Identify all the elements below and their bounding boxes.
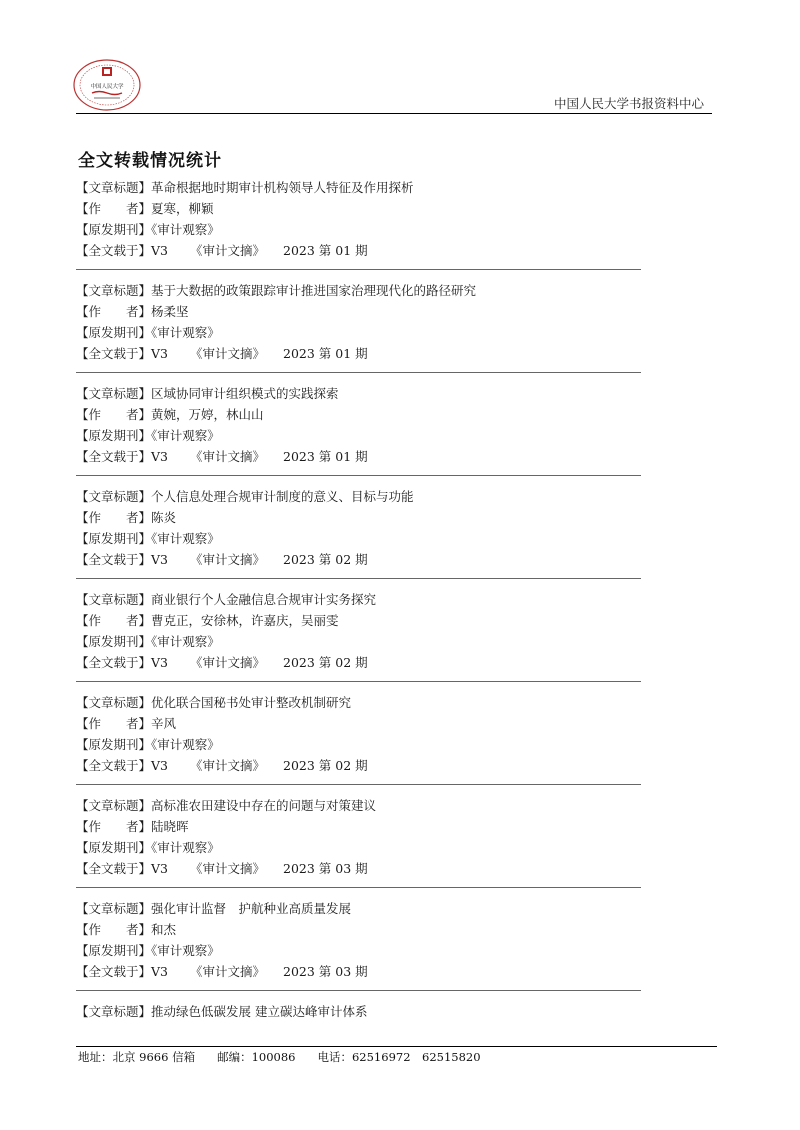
record-separator: [76, 887, 641, 888]
label-author: 【作 者】: [76, 716, 152, 731]
footer-postcode: 邮编：100086: [217, 1050, 296, 1064]
record-issue: 2023 第 03 期: [283, 964, 368, 979]
record-title: 革命根据地时期审计机构领导人特征及作用探析: [151, 180, 414, 195]
record-reprint-line: [76, 858, 646, 879]
record-journal: 《审计文摘》: [190, 964, 266, 979]
label-title: 【文章标题】: [76, 180, 152, 195]
record-reprint-line: [76, 549, 646, 570]
record-item: [76, 383, 646, 476]
record-issue: 2023 第 03 期: [283, 861, 368, 876]
record-code: V3: [151, 758, 168, 773]
record-title-line: [76, 898, 646, 919]
label-title: 【文章标题】: [76, 1004, 152, 1019]
label-reprint: 【全文载于】: [76, 243, 152, 258]
record-source: 《审计观察》: [151, 531, 220, 546]
logo-emblem: [72, 58, 142, 112]
record-separator: [76, 578, 641, 579]
record-source-line: [76, 425, 646, 446]
record-item: [76, 898, 646, 991]
label-author: 【作 者】: [76, 201, 152, 216]
label-title: 【文章标题】: [76, 489, 152, 504]
label-reprint: 【全文载于】: [76, 964, 152, 979]
record-source-line: [76, 322, 646, 343]
record-title: 商业银行个人金融信息合规审计实务探究: [151, 592, 377, 607]
header-org-name: 中国人民大学书报资料中心: [553, 96, 704, 111]
record-source-line: [76, 631, 646, 652]
record-source: 《审计观察》: [151, 634, 220, 649]
record-separator: [76, 784, 641, 785]
record-reprint-line: [76, 755, 646, 776]
label-source: 【原发期刊】: [76, 943, 152, 958]
record-source: 《审计观察》: [151, 325, 220, 340]
record-separator: [76, 372, 641, 373]
record-source: 《审计观察》: [151, 222, 220, 237]
record-title: 个人信息处理合规审计制度的意义、目标与功能: [151, 489, 414, 504]
footer-address: 地址：北京 9666 信箱: [78, 1050, 196, 1064]
record-source-line: [76, 734, 646, 755]
record-source: 《审计观察》: [151, 840, 220, 855]
record-separator: [76, 681, 641, 682]
record-authors: 杨柔坚: [151, 304, 189, 319]
record-issue: 2023 第 02 期: [283, 758, 368, 773]
label-source: 【原发期刊】: [76, 222, 152, 237]
record-author-line: [76, 713, 646, 734]
label-reprint: 【全文载于】: [76, 552, 152, 567]
record-source-line: [76, 528, 646, 549]
record-title: 优化联合国秘书处审计整改机制研究: [151, 695, 352, 710]
record-authors: 曹克正，安徐林，许嘉庆，吴丽雯: [151, 613, 339, 628]
footer-phone: 电话：62516972 62515820: [317, 1050, 481, 1064]
record-item: [76, 280, 646, 373]
record-separator: [76, 990, 641, 991]
label-title: 【文章标题】: [76, 695, 152, 710]
record-source-line: [76, 837, 646, 858]
record-source: 《审计观察》: [151, 943, 220, 958]
record-issue: 2023 第 01 期: [283, 243, 368, 258]
label-author: 【作 者】: [76, 819, 152, 834]
record-authors: 和杰: [151, 922, 177, 937]
record-issue: 2023 第 01 期: [283, 346, 368, 361]
record-author-line: [76, 301, 646, 322]
record-authors: 陆晓晖: [151, 819, 189, 834]
record-author-line: [76, 404, 646, 425]
record-item: [76, 795, 646, 888]
record-authors: 夏寒，柳颖: [151, 201, 214, 216]
record-reprint-line: [76, 961, 646, 982]
label-reprint: 【全文载于】: [76, 758, 152, 773]
record-title-line: [76, 795, 646, 816]
record-title-line: [76, 486, 646, 507]
record-author-line: [76, 610, 646, 631]
page-title: 全文转载情况统计: [78, 151, 222, 171]
label-source: 【原发期刊】: [76, 428, 152, 443]
record-journal: 《审计文摘》: [190, 552, 266, 567]
record-authors: 黄婉，万婷，林山山: [151, 407, 264, 422]
record-title-line: [76, 177, 646, 198]
label-source: 【原发期刊】: [76, 840, 152, 855]
label-title: 【文章标题】: [76, 592, 152, 607]
record-title-line: [76, 1001, 646, 1022]
record-journal: 《审计文摘》: [190, 243, 266, 258]
record-journal: 《审计文摘》: [190, 655, 266, 670]
record-item: [76, 177, 646, 270]
record-issue: 2023 第 02 期: [283, 655, 368, 670]
record-journal: 《审计文摘》: [190, 758, 266, 773]
record-item: [76, 692, 646, 785]
record-authors: 陈炎: [151, 510, 177, 525]
record-author-line: [76, 507, 646, 528]
record-list: [76, 177, 646, 1022]
record-code: V3: [151, 655, 168, 670]
record-issue: 2023 第 02 期: [283, 552, 368, 567]
header-divider: [76, 113, 712, 114]
record-code: V3: [151, 861, 168, 876]
record-separator: [76, 475, 641, 476]
record-reprint-line: [76, 652, 646, 673]
record-item: [76, 589, 646, 682]
label-author: 【作 者】: [76, 613, 152, 628]
record-last: [76, 1001, 646, 1022]
logo-text: 中国人民大学: [90, 84, 124, 90]
label-author: 【作 者】: [76, 304, 152, 319]
record-separator: [76, 269, 641, 270]
label-author: 【作 者】: [76, 407, 152, 422]
record-title-line: [76, 383, 646, 404]
footer-divider: [76, 1046, 717, 1047]
label-reprint: 【全文载于】: [76, 861, 152, 876]
label-source: 【原发期刊】: [76, 325, 152, 340]
record-title: 推动绿色低碳发展 建立碳达峰审计体系: [151, 1004, 368, 1019]
record-title: 强化审计监督 护航种业高质量发展: [151, 901, 352, 916]
record-code: V3: [151, 552, 168, 567]
record-title: 区域协同审计组织模式的实践探索: [151, 386, 339, 401]
record-source: 《审计观察》: [151, 737, 220, 752]
record-item: [76, 486, 646, 579]
label-source: 【原发期刊】: [76, 531, 152, 546]
record-title: 高标准农田建设中存在的问题与对策建议: [151, 798, 377, 813]
label-reprint: 【全文载于】: [76, 655, 152, 670]
label-title: 【文章标题】: [76, 798, 152, 813]
label-title: 【文章标题】: [76, 386, 152, 401]
label-title: 【文章标题】: [76, 283, 152, 298]
record-author-line: [76, 198, 646, 219]
label-reprint: 【全文载于】: [76, 346, 152, 361]
record-author-line: [76, 816, 646, 837]
footer: [78, 1049, 481, 1065]
record-source-line: [76, 940, 646, 961]
label-reprint: 【全文载于】: [76, 449, 152, 464]
record-journal: 《审计文摘》: [190, 449, 266, 464]
record-source-line: [76, 219, 646, 240]
label-author: 【作 者】: [76, 510, 152, 525]
record-authors: 辛风: [151, 716, 177, 731]
record-reprint-line: [76, 446, 646, 467]
record-journal: 《审计文摘》: [190, 346, 266, 361]
label-source: 【原发期刊】: [76, 634, 152, 649]
record-reprint-line: [76, 240, 646, 261]
record-title-line: [76, 692, 646, 713]
record-code: V3: [151, 449, 168, 464]
record-code: V3: [151, 346, 168, 361]
record-source: 《审计观察》: [151, 428, 220, 443]
record-title: 基于大数据的政策跟踪审计推进国家治理现代化的路径研究: [151, 283, 477, 298]
record-title-line: [76, 589, 646, 610]
record-issue: 2023 第 01 期: [283, 449, 368, 464]
record-code: V3: [151, 243, 168, 258]
record-reprint-line: [76, 343, 646, 364]
label-author: 【作 者】: [76, 922, 152, 937]
record-journal: 《审计文摘》: [190, 861, 266, 876]
record-author-line: [76, 919, 646, 940]
record-title-line: [76, 280, 646, 301]
record-code: V3: [151, 964, 168, 979]
label-source: 【原发期刊】: [76, 737, 152, 752]
label-title: 【文章标题】: [76, 901, 152, 916]
